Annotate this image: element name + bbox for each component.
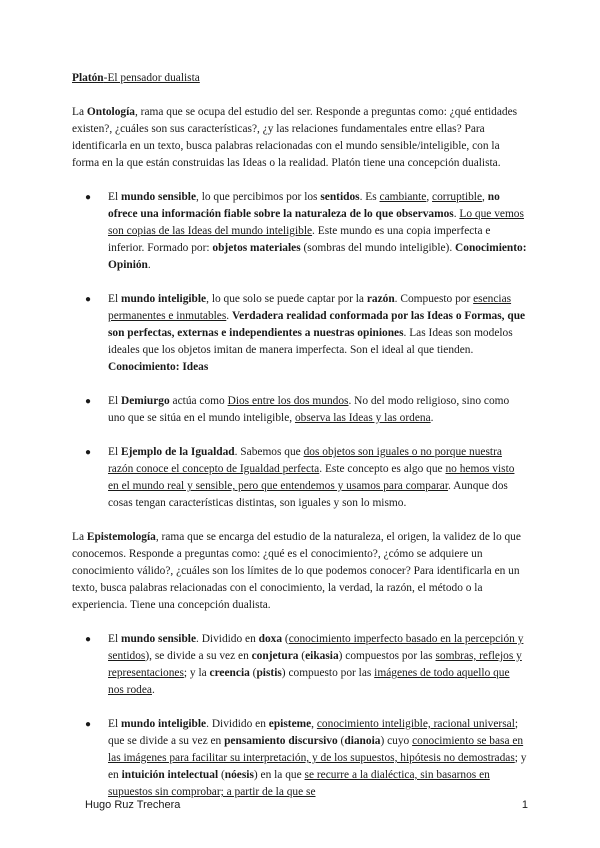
text-span: ( [298, 650, 306, 662]
epistemologia-intro [72, 529, 528, 614]
list-item-ejemplo-igualdad [72, 444, 528, 512]
underline-span: imágenes de todo aquello que nos rodea [108, 667, 510, 696]
bold-span: sentidos [320, 191, 360, 203]
text-span: , [426, 191, 433, 203]
text-span: . Las Ideas son modelos ideales que los objetos imitan de manera imperfecta. Son el ideal al que tienden. [108, 327, 513, 356]
bullet-icon: ● [85, 447, 92, 458]
text-span: (sombras del mundo inteligible). [300, 242, 456, 254]
underline-span: sombras, reflejos y representaciones [108, 650, 522, 679]
bold-span: nóesis [224, 769, 254, 781]
bullet-icon: ● [85, 634, 92, 645]
list-item-demiurgo [72, 393, 528, 427]
text-span: , [482, 191, 488, 203]
footer-author: Hugo Ruz Trechera [85, 799, 181, 811]
text-span: . Este concepto es algo que [319, 463, 446, 475]
text-span: ) compuestos por las [338, 650, 436, 662]
text-span: ; y la [183, 667, 210, 679]
text-span: La [72, 106, 87, 118]
text-span: ) compuesto por las [281, 667, 375, 679]
underline-span: Dios entre los dos mundos [227, 395, 349, 407]
underline-span: conocimiento inteligible, racional universal [316, 718, 515, 730]
list-item-mundo-sensible [72, 189, 528, 274]
bold-span: mundo inteligible [120, 293, 207, 305]
bold-span: conjetura [251, 650, 299, 662]
text-span: ( [249, 667, 257, 679]
underline-span: cambiante [379, 191, 427, 203]
text-span: . Sabemos que [234, 446, 304, 458]
text-span: El [108, 718, 121, 730]
text-span: ) cuyo [380, 735, 413, 747]
text-span: . Aunque dos cosas tengan características distintas, son iguales y son lo mismo. [108, 480, 508, 509]
text-span: El [108, 191, 121, 203]
document-title [72, 70, 528, 87]
bold-span: objetos materiales [212, 242, 301, 254]
text-span: El [108, 293, 121, 305]
bold-span: mundo sensible [120, 633, 196, 645]
bold-span: mundo inteligible [120, 718, 207, 730]
list-item-episte-mundo-sensible [72, 631, 528, 699]
text-span: . Dividido en [196, 633, 259, 645]
underline-span: dos objetos son iguales o no porque nuestra razón conoce el concepto de Igualdad perfecta [108, 446, 502, 475]
text-span: El [108, 395, 121, 407]
underline-span: observa las Ideas y las ordena [294, 412, 431, 424]
bold-span: Ejemplo de la Igualdad [120, 446, 235, 458]
page-number: 1 [521, 799, 528, 811]
title-rest: -El pensador dualista [103, 72, 200, 84]
bullet-icon: ● [85, 192, 92, 203]
bullet-icon: ● [85, 294, 92, 305]
bold-span: intuición intelectual [121, 769, 219, 781]
underline-span: conocimiento se basa en las imágenes para facilitar su interpretación, y de los supuestos, hipótesis no demostradas [108, 735, 524, 764]
text-span: . Este mundo es una copia imperfecta e inferior. Formado por: [108, 225, 491, 254]
text-span: , rama que se encarga del estudio de la naturaleza, el origen, la validez de lo que conocemos. Responde a preguntas como: ¿qué es el conocimiento?, ¿cómo se adquiere un conocimiento válido?, ¿cuáles son los límites de lo que podemos conocer? Para identificarla en un texto, busca palabras relacionadas con el conocimiento, la verdad, la razón, el método o la experiencia. Tiene una concepción dualista. [72, 531, 521, 611]
underline-span: conocimiento imperfecto basado en la percepción y sentidos [108, 633, 524, 662]
bold-span: no ofrece una información fiable sobre la naturaleza de lo que observamos [108, 191, 500, 220]
underline-span: esencias permanentes e inmutables [108, 293, 512, 322]
ontologia-intro [72, 104, 528, 172]
text-span: ( [337, 735, 345, 747]
bold-span: episteme [268, 718, 312, 730]
bold-span: pistis [256, 667, 282, 679]
underline-span: corruptible [432, 191, 483, 203]
text-span: , [311, 718, 317, 730]
bold-span: doxa [258, 633, 283, 645]
text-span: . [453, 208, 460, 220]
title-name: Platón [72, 72, 104, 84]
bold-span: creencia [209, 667, 250, 679]
bullet-icon: ● [85, 396, 92, 407]
text-span: ) en la que [253, 769, 305, 781]
text-span: actúa como [169, 395, 228, 407]
underline-span: no hemos visto en el mundo real y sensible, pero que entendemos y usamos para comparar [108, 463, 515, 492]
text-span: ), se divide a su vez en [145, 650, 252, 662]
underline-span: se recurre a la dialéctica, sin basarnos en supuestos sin comprobar; a partir de la que se [108, 769, 490, 798]
bold-span: mundo sensible [120, 191, 196, 203]
text-span: . [151, 684, 155, 696]
text-span: , lo que solo se puede captar por la [206, 293, 367, 305]
text-span: , lo que percibimos por los [196, 191, 321, 203]
bold-span: dianoia [344, 735, 381, 747]
text-span: . Compuesto por [394, 293, 474, 305]
text-span: . [147, 259, 151, 271]
text-span: ; que se divide a su vez en [108, 718, 519, 747]
document-body [72, 70, 528, 801]
list-item-mundo-inteligible [72, 291, 528, 376]
text-span: , rama que se ocupa del estudio del ser. Responde a preguntas como: ¿qué entidades existen?, ¿cuáles son sus características?, ¿y las relaciones fundamentales entre ellas? Para identificarla en un texto, busca palabras relacionadas con el mundo sensible/inteligible, con la forma en la que están construidas las Ideas o la realidad. Platón tiene una concepción dualista. [72, 106, 518, 169]
text-span: . [430, 412, 434, 424]
bold-span: Demiurgo [120, 395, 170, 407]
text-span: El [108, 633, 121, 645]
underline-span: Lo que vemos son copias de las Ideas del mundo inteligible [108, 208, 524, 237]
bold-span: Conocimiento: Ideas [108, 361, 209, 373]
term-ontologia: Ontología [86, 106, 135, 118]
bold-span: Conocimiento: Opinión [108, 242, 527, 271]
bullet-icon: ● [85, 719, 92, 730]
text-span: ( [282, 633, 289, 645]
text-span: . [226, 310, 232, 322]
text-span: ; y en [108, 752, 527, 781]
bold-span: eikasia [305, 650, 339, 662]
text-span: El [108, 446, 121, 458]
epistemologia-list [72, 631, 528, 801]
bold-span: razón [366, 293, 395, 305]
text-span: . Es [359, 191, 380, 203]
bold-span: pensamiento discursivo [224, 735, 338, 747]
bold-span: Verdadera realidad conformada por las Ideas o Formas, que son perfectas, externas e independientes a nuestras opiniones [108, 310, 526, 339]
ontologia-list [72, 189, 528, 512]
text-span: ( [218, 769, 225, 781]
term-epistemologia: Epistemología [86, 531, 156, 543]
text-span: . Dividido en [206, 718, 269, 730]
text-span: La [72, 531, 87, 543]
text-span: . No del modo religioso, sino como uno que se sitúa en el mundo inteligible, [108, 395, 510, 424]
list-item-episte-mundo-inteligible [72, 716, 528, 801]
